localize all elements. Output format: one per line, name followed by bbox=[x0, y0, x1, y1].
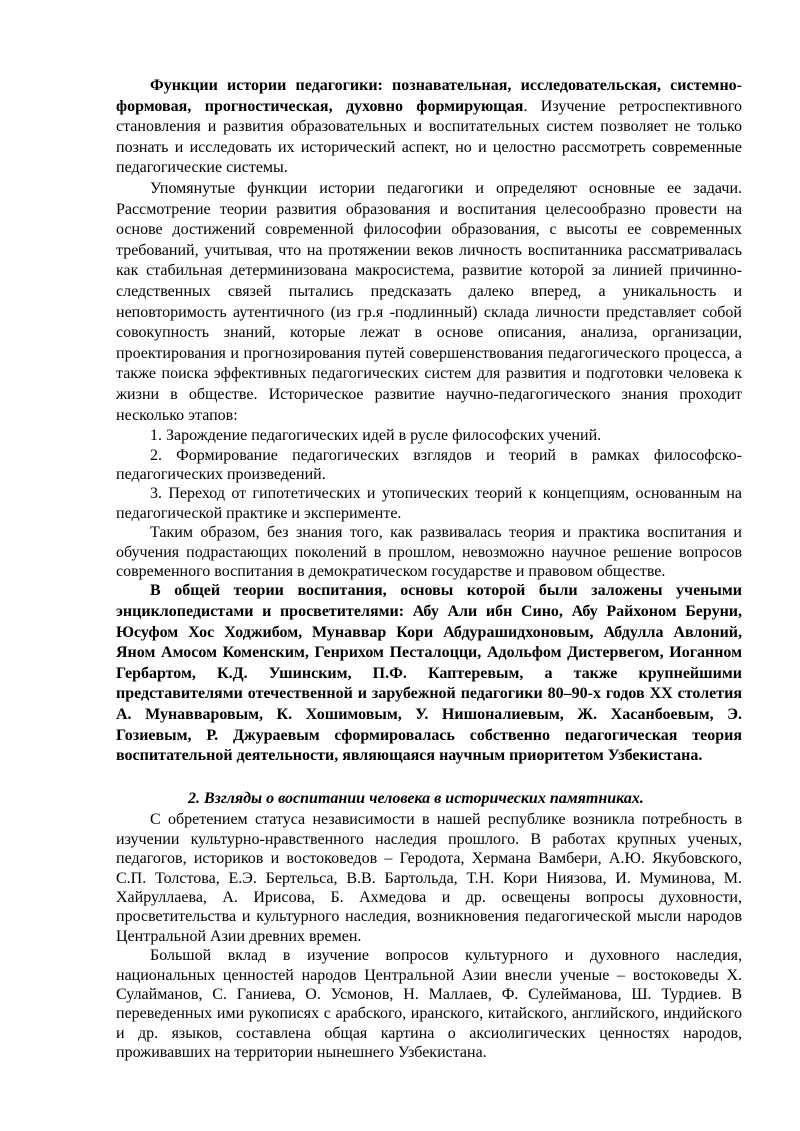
stage-3: 3. Переход от гипотетических и утопических теорий к концепциям, основанным на педагогической практике и эксперименте. bbox=[116, 485, 742, 522]
paragraph-main-tasks: Упомянутые функции истории педагогики и определяют основные ее задачи. Рассмотрение теории развития образования и воспитания целесообразно провести на основе достижений современной философии образования, с высоты ее современных требований, учитывая, что на протяжении веков личность воспитанника рассматривалась как стабильная детерминизована макросистема, развитие которой за линией причинно-следственных связей пытались предсказать далеко вперед, а уникальность и неповторимость аутентичного (из гр.я -подлинный) склада личности представляет собой совокупность знаний, которые лежат в основе описания, анализа, организации, проектирования и прогнозирования путей совершенствования педагогического процесса, а также поиска эффективных педагогических систем для развития и подготовки человека к жизни в обществе. Историческое развитие научно-педагогического знания проходит несколько этапов: bbox=[116, 179, 742, 424]
paragraph-independence: С обретением статуса независимости в нашей республике возникла потребность в изучении культурно-нравственного наследия прошлого. В работах крупных ученых, педагогов, историков и востоковедов – Геродота, Хермана Вамбери, А.Ю. Якубовского, С.П. Толстова, Е.Э. Бертельса, В.В. Бартольда, Т.Н. Кори Ниязова, И. Муминова, М. Хайруллаева, А. Ирисова, Б. Ахмедова и др. освещены вопросы духовности, просветительства и культурного наследия, возникновения педагогической мысли народов Центральной Азии древних времен. bbox=[116, 811, 742, 945]
paragraph-history-functions bbox=[116, 76, 742, 179]
stage-2: 2. Формирование педагогических взглядов и теорий в рамках философско-педагогических произведений. bbox=[116, 446, 742, 483]
paragraph-orientalists: Большой вклад в изучение вопросов культурного и духовного наследия, национальных ценностей народов Центральной Азии внесли ученые – востоковеды Х. Сулайманов, С. Ганиева, О. Усмонов, Н. Маллаев, Ф. Сулейманова, Ш. Турдиев. В переведенных ими рукописях с арабского, иранского, китайского, английского, индийского и др. языков, составлена общая картина о аксиолигических ценностях народов, проживавших на территории нынешнего Узбекистана. bbox=[116, 947, 742, 1062]
stage-1: 1. Зарождение педагогических идей в русле философских учений. bbox=[150, 427, 602, 445]
paragraph-general-theory: В общей теории воспитания, основы которой были заложены учеными энциклопедистами и просветителями: Абу Али ибн Сино, Абу Райхоном Беруни, Юсуфом Хос Ходжибом, Мунаввар Кори Абдурашидхоновым, Абдулла Авлоний, Яном Амосом Коменским, Генрихом Песталоцци, Адольфом Дистервегом, Иоганном Гербартом, К.Д. Ушинским, П.Ф. Каптеревым, а также крупнейшими представителями отечественной и зарубежной педагогики 80–90-х годов ХХ столетия А. Мунавваровым, К. Хошимовым, У. Нишоналиевым, Ж. Хасанбоевым, Э. Гозиевым, Р. Джураевым сформировалась собственно педагогическая теория воспитательной деятельности, являющаяся научным приоритетом Узбекистана. bbox=[116, 582, 742, 765]
functions-bold-lead: Функции истории педагогики: познавательная, исследовательская, системно-формовая, прогностическая, духовно формирующая bbox=[116, 77, 742, 115]
paragraph-conclusion: Таким образом, без знания того, как развивалась теория и практика воспитания и обучения подрастающих поколений в прошлом, невозможно научное решение вопросов современного воспитания в демократическом государстве и правовом обществе. bbox=[116, 524, 742, 580]
section-heading-2: 2. Взгляды о воспитании человека в исторических памятниках. bbox=[188, 789, 644, 807]
functions-text: . Изучение ретроспективного становления и развития образовательных и воспитательных систем позволяет не только познать и исследовать их исторический аспект, но и целостно рассмотреть современные педагогические системы. bbox=[116, 97, 743, 177]
